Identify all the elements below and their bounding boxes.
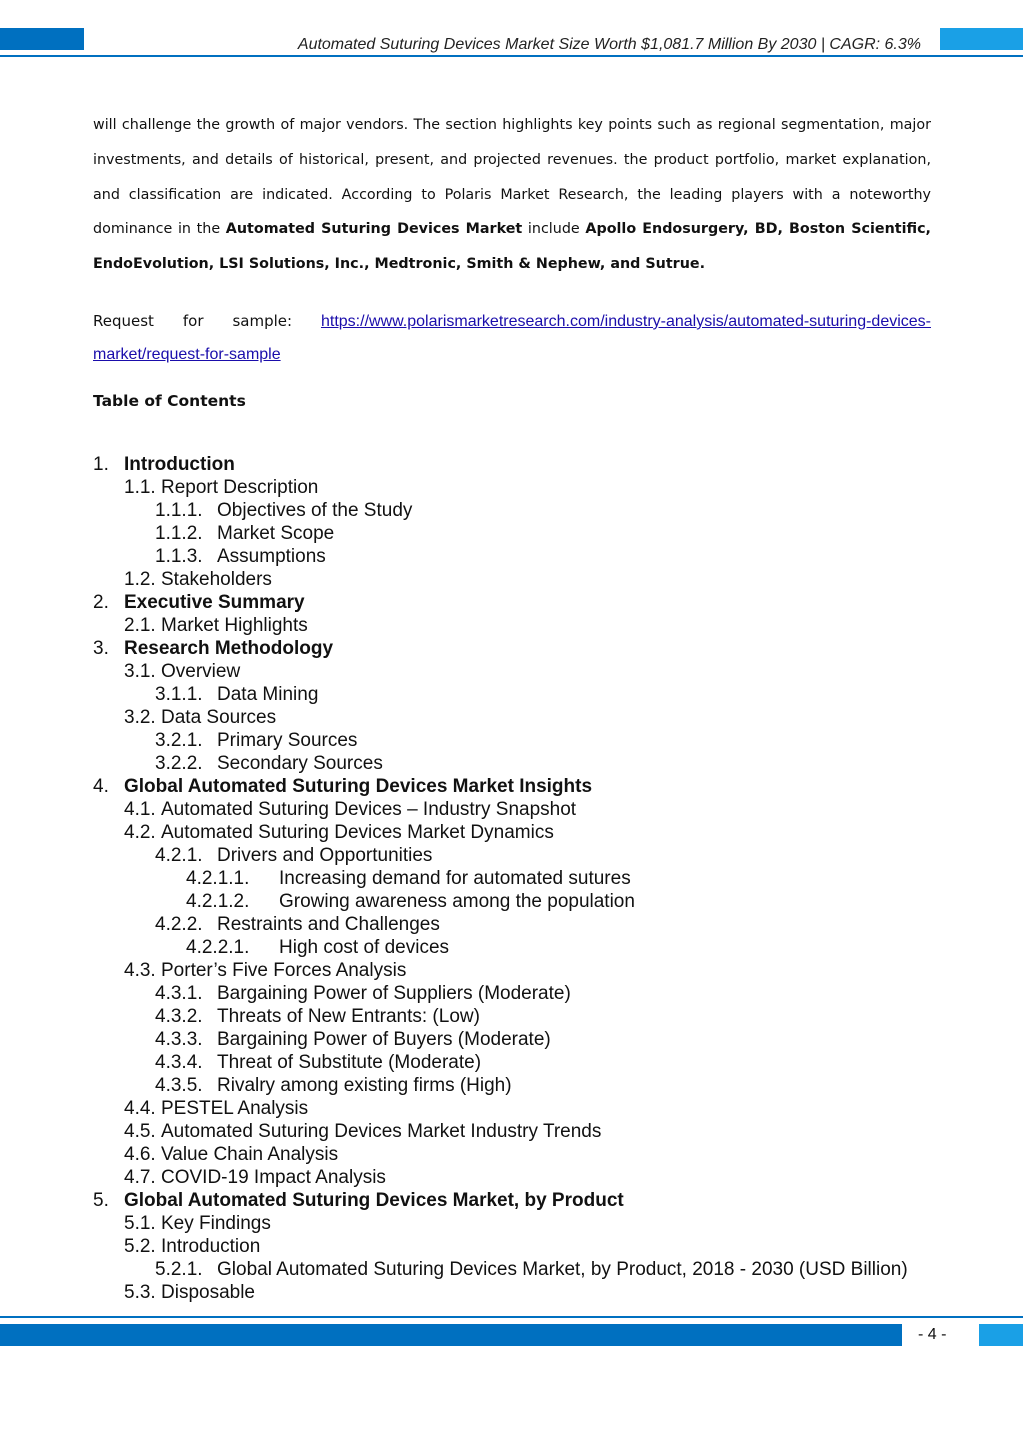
- toc-item: [0, 1258, 1023, 1281]
- toc-item-number: 5.2.1.: [155, 1259, 203, 1280]
- toc-item-label: Increasing demand for automated sutures: [279, 868, 631, 889]
- toc-item-number: 4.7.: [124, 1167, 156, 1188]
- toc-item: [0, 1143, 1023, 1166]
- toc-item-label: Primary Sources: [217, 730, 358, 751]
- toc-item: [0, 1166, 1023, 1189]
- toc-item-number: 4.2.1.: [155, 845, 203, 866]
- toc-item-number: 5.2.: [124, 1236, 156, 1257]
- toc-item-number: 5.1.: [124, 1213, 156, 1234]
- toc-item-label: Introduction: [161, 1236, 261, 1257]
- toc-item-number: 4.1.: [124, 799, 156, 820]
- toc-item-label: Key Findings: [161, 1213, 271, 1234]
- toc-item-label: Stakeholders: [161, 569, 272, 590]
- toc-item-number: 1.1.2.: [155, 523, 203, 544]
- toc-item-number: 4.5.: [124, 1121, 156, 1142]
- toc-item-label: Research Methodology: [124, 638, 334, 659]
- toc-item-label: Rivalry among existing firms (High): [217, 1075, 512, 1096]
- toc-item-number: 4.3.3.: [155, 1029, 203, 1050]
- toc-item: [0, 1212, 1023, 1235]
- toc-item: [0, 706, 1023, 729]
- toc-item-number: 1.1.3.: [155, 546, 203, 567]
- toc-item: [0, 1028, 1023, 1051]
- toc-item: [0, 660, 1023, 683]
- toc-item: [0, 499, 1023, 522]
- toc-item-label: Assumptions: [217, 546, 326, 567]
- toc-item: [0, 844, 1023, 867]
- toc-item-label: Value Chain Analysis: [161, 1144, 339, 1165]
- toc-item-number: 4.4.: [124, 1098, 156, 1119]
- toc-item-label: Automated Suturing Devices Market Industry Trends: [161, 1121, 602, 1142]
- table-of-contents: [0, 453, 1023, 1304]
- toc-item-label: Porter’s Five Forces Analysis: [161, 960, 407, 981]
- toc-item: [0, 453, 1023, 476]
- toc-item: [0, 637, 1023, 660]
- toc-item-number: 5.3.: [124, 1282, 156, 1303]
- toc-item-label: High cost of devices: [279, 937, 450, 958]
- toc-item-number: 5.: [93, 1190, 109, 1211]
- toc-item: [0, 959, 1023, 982]
- page-number: - 4 -: [918, 1326, 947, 1343]
- toc-item: [0, 522, 1023, 545]
- toc-item-number: 3.1.1.: [155, 684, 203, 705]
- toc-item-number: 3.2.: [124, 707, 156, 728]
- toc-item-label: Overview: [161, 661, 241, 682]
- toc-item-label: Executive Summary: [124, 592, 305, 613]
- toc-item-label: Introduction: [124, 454, 235, 475]
- toc-item: [0, 936, 1023, 959]
- toc-item: [0, 1235, 1023, 1258]
- toc-item-number: 4.3.1.: [155, 983, 203, 1004]
- intro-text: will challenge the growth of major vendors. The section highlights key points such as regional segmentation, major investments, and details of historical, present, and projected revenues. the product portfolio, market explanation, and classification are indicated. According to Polaris Market Research, the leading players with a noteworthy dominance in the: [93, 117, 931, 238]
- toc-item-number: 4.3.5.: [155, 1075, 203, 1096]
- toc-item-label: Disposable: [161, 1282, 255, 1303]
- toc-item-number: 1.2.: [124, 569, 156, 590]
- intro-connector: include: [522, 221, 586, 238]
- toc-item: [0, 1051, 1023, 1074]
- toc-item: [0, 798, 1023, 821]
- toc-item-number: 4.3.: [124, 960, 156, 981]
- toc-item: [0, 729, 1023, 752]
- toc-title: Table of Contents: [93, 392, 246, 410]
- toc-item-label: Global Automated Suturing Devices Market, by Product, 2018 - 2030 (USD Billion): [217, 1259, 908, 1280]
- toc-item-label: Global Automated Suturing Devices Market Insights: [124, 776, 593, 797]
- toc-item-number: 4.2.2.1.: [186, 937, 250, 958]
- market-name: Automated Suturing Devices Market: [225, 221, 523, 238]
- toc-item-label: Market Highlights: [161, 615, 308, 636]
- toc-item-number: 4.6.: [124, 1144, 156, 1165]
- toc-item: [0, 614, 1023, 637]
- footer-accent-right: [979, 1324, 1023, 1346]
- sample-request-link[interactable]: https://www.polarismarketresearch.com/industry-analysis/automated-suturing-devices-market/request-for-sample: [93, 313, 931, 363]
- toc-item-label: Bargaining Power of Buyers (Moderate): [217, 1029, 551, 1050]
- toc-item-label: Growing awareness among the population: [279, 891, 635, 912]
- document-header-title: Automated Suturing Devices Market Size Worth $1,081.7 Million By 2030 | CAGR: 6.3%: [297, 36, 921, 53]
- toc-item-label: Threats of New Entrants: (Low): [217, 1006, 480, 1027]
- toc-item-label: Data Mining: [217, 684, 319, 705]
- key-players: Apollo Endosurgery, BD, Boston Scientific, EndoEvolution, LSI Solutions, Inc., Medtronic, Smith & Nephew, and Sutrue.: [93, 221, 931, 273]
- header-accent-right: [940, 28, 1023, 50]
- toc-item-label: Automated Suturing Devices Market Dynamics: [161, 822, 554, 843]
- toc-item: [0, 890, 1023, 913]
- toc-item-number: 4.2.1.1.: [186, 868, 250, 889]
- toc-item-number: 4.3.4.: [155, 1052, 203, 1073]
- toc-item-number: 3.: [93, 638, 109, 659]
- toc-item: [0, 982, 1023, 1005]
- toc-item-label: Report Description: [161, 477, 319, 498]
- sample-request-label: Request for sample:: [93, 312, 321, 330]
- toc-item-number: 2.1.: [124, 615, 156, 636]
- toc-item-label: Drivers and Opportunities: [217, 845, 433, 866]
- toc-item-number: 3.1.: [124, 661, 156, 682]
- toc-item-label: Objectives of the Study: [217, 500, 413, 521]
- footer-rule: [0, 1316, 1023, 1318]
- toc-item-label: Market Scope: [217, 523, 335, 544]
- toc-item-number: 4.2.1.2.: [186, 891, 250, 912]
- toc-item-label: Data Sources: [161, 707, 277, 728]
- toc-item-number: 4.2.: [124, 822, 156, 843]
- toc-item-label: COVID-19 Impact Analysis: [161, 1167, 386, 1188]
- toc-item-number: 1.1.: [124, 477, 156, 498]
- toc-item: [0, 867, 1023, 890]
- toc-item: [0, 1281, 1023, 1304]
- toc-item: [0, 591, 1023, 614]
- toc-item: [0, 821, 1023, 844]
- toc-item: [0, 1097, 1023, 1120]
- toc-item: [0, 683, 1023, 706]
- toc-item: [0, 1189, 1023, 1212]
- toc-item-label: Threat of Substitute (Moderate): [217, 1052, 482, 1073]
- toc-item: [0, 913, 1023, 936]
- footer-bar: [0, 1324, 902, 1346]
- toc-item-number: 1.: [93, 454, 109, 475]
- toc-item: [0, 545, 1023, 568]
- header-rule: [0, 55, 1023, 57]
- intro-paragraph: [93, 108, 931, 282]
- toc-item-number: 4.3.2.: [155, 1006, 203, 1027]
- toc-item: [0, 752, 1023, 775]
- toc-item: [0, 1074, 1023, 1097]
- toc-item: [0, 568, 1023, 591]
- toc-item-label: Restraints and Challenges: [217, 914, 440, 935]
- toc-item-number: 2.: [93, 592, 109, 613]
- toc-item-label: Secondary Sources: [217, 753, 383, 774]
- toc-item-number: 1.1.1.: [155, 500, 203, 521]
- toc-item-label: Automated Suturing Devices – Industry Snapshot: [161, 799, 577, 820]
- toc-item: [0, 1120, 1023, 1143]
- toc-item-number: 3.2.1.: [155, 730, 203, 751]
- toc-item: [0, 476, 1023, 499]
- toc-item-number: 4.: [93, 776, 109, 797]
- toc-item: [0, 775, 1023, 798]
- sample-request: [93, 305, 931, 371]
- toc-item: [0, 1005, 1023, 1028]
- toc-item-label: PESTEL Analysis: [161, 1098, 309, 1119]
- toc-item-label: Global Automated Suturing Devices Market, by Product: [124, 1190, 624, 1211]
- toc-item-label: Bargaining Power of Suppliers (Moderate): [217, 983, 571, 1004]
- toc-item-number: 4.2.2.: [155, 914, 203, 935]
- toc-item-number: 3.2.2.: [155, 753, 203, 774]
